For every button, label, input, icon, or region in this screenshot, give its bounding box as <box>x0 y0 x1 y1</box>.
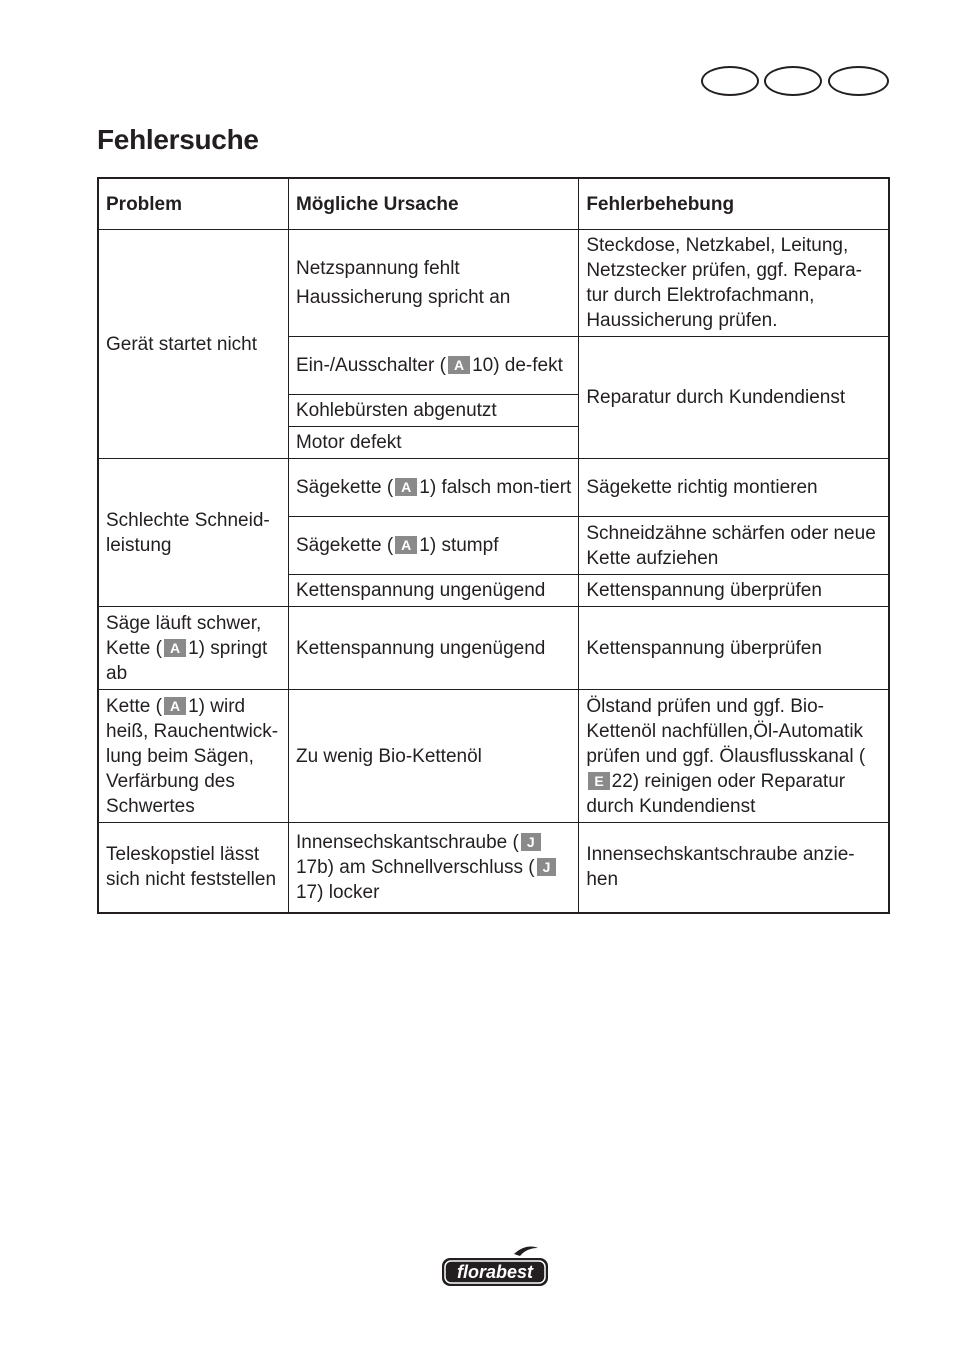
figure-ref-badge: E <box>588 772 609 790</box>
troubleshooting-table <box>97 177 890 914</box>
table-header-row <box>98 178 889 230</box>
cause-text: 1) stumpf <box>419 535 499 556</box>
header-problem: Problem <box>98 178 288 230</box>
cause-text: 10) de-fekt <box>472 355 563 376</box>
header-cause: Mögliche Ursache <box>288 178 578 230</box>
fix-cell: Innensechskantschraube anzie-hen <box>579 823 889 913</box>
fix-cell: Sägekette richtig montieren <box>579 459 889 517</box>
figure-ref-badge: J <box>521 833 541 851</box>
table-row <box>98 823 889 913</box>
cause-text: Sägekette ( <box>295 535 394 556</box>
fix-text: Ölstand prüfen und ggf. Bio-Kettenöl nachfüllen,Öl-Automatik prüfen und ggf. Ölausflusskanal ( <box>586 695 866 767</box>
fix-cell: Schneidzähne schärfen oder neue Kette aufziehen <box>579 517 889 575</box>
cause-cell <box>288 230 578 337</box>
problem-cell <box>98 690 288 823</box>
cause-text: Ein-/Ausschalter ( <box>295 355 446 376</box>
problem-text: Kette ( <box>106 695 162 717</box>
language-oval <box>828 66 889 96</box>
cause-text: 17b) am Schnellverschluss ( <box>295 856 535 878</box>
table-row <box>98 459 889 517</box>
problem-text: 1) springt ab <box>106 637 268 684</box>
figure-ref-badge: A <box>395 536 417 554</box>
language-oval <box>764 66 822 96</box>
figure-ref-badge: A <box>164 639 186 657</box>
cause-cell: Zu wenig Bio-Kettenöl <box>288 690 578 823</box>
table-row <box>98 690 889 823</box>
cause-text: 17) locker <box>295 881 380 903</box>
page-title: Fehlersuche <box>97 124 259 155</box>
fix-cell: Kettenspannung überprüfen <box>579 575 889 607</box>
cause-text: 1) falsch mon-tiert <box>419 477 572 498</box>
language-oval <box>701 66 759 96</box>
cause-cell <box>288 823 578 913</box>
problem-text: Säge läuft schwer, Kette ( <box>106 612 262 659</box>
cause-text: Sägekette ( <box>295 477 394 498</box>
figure-ref-badge: A <box>164 697 186 715</box>
figure-ref-badge: J <box>537 858 557 876</box>
fix-cell: Steckdose, Netzkabel, Leitung, Netzstecker prüfen, ggf. Repara-tur durch Elektrofachmann, Haussicherung prüfen. <box>579 230 889 337</box>
logo-text: florabest <box>456 1262 534 1282</box>
problem-text: 1) wird heiß, Rauchentwick-lung beim Sägen, Verfärbung des Schwertes <box>106 695 279 817</box>
problem-cell: Schlechte Schneid-leistung <box>98 459 288 607</box>
header-fix: Fehlerbehebung <box>579 178 889 230</box>
problem-cell <box>98 607 288 690</box>
figure-ref-badge: A <box>448 356 470 374</box>
cause-text: Innensechskantschraube ( <box>295 831 519 853</box>
table-row <box>98 607 889 690</box>
fix-cell: Kettenspannung überprüfen <box>579 607 889 690</box>
cause-cell <box>288 459 578 517</box>
cause-cell: Motor defekt <box>288 427 578 459</box>
florabest-logo <box>440 1244 550 1288</box>
cause-cell: Kohlebürsten abgenutzt <box>288 395 578 427</box>
cause-line: Netzspannung fehlt <box>295 258 460 279</box>
cause-cell <box>288 517 578 575</box>
problem-cell: Gerät startet nicht <box>98 230 288 459</box>
table-row <box>98 230 889 337</box>
cause-cell: Kettenspannung ungenügend <box>288 607 578 690</box>
figure-ref-badge: A <box>395 478 417 496</box>
problem-cell: Teleskopstiel lässt sich nicht feststellen <box>98 823 288 913</box>
cause-cell <box>288 337 578 395</box>
fix-cell: Reparatur durch Kundendienst <box>579 337 889 459</box>
fix-text: 22) reinigen oder Reparatur durch Kundendienst <box>586 770 846 817</box>
cause-line: Haussicherung spricht an <box>295 287 511 308</box>
cause-cell: Kettenspannung ungenügend <box>288 575 578 607</box>
fix-cell <box>579 690 889 823</box>
